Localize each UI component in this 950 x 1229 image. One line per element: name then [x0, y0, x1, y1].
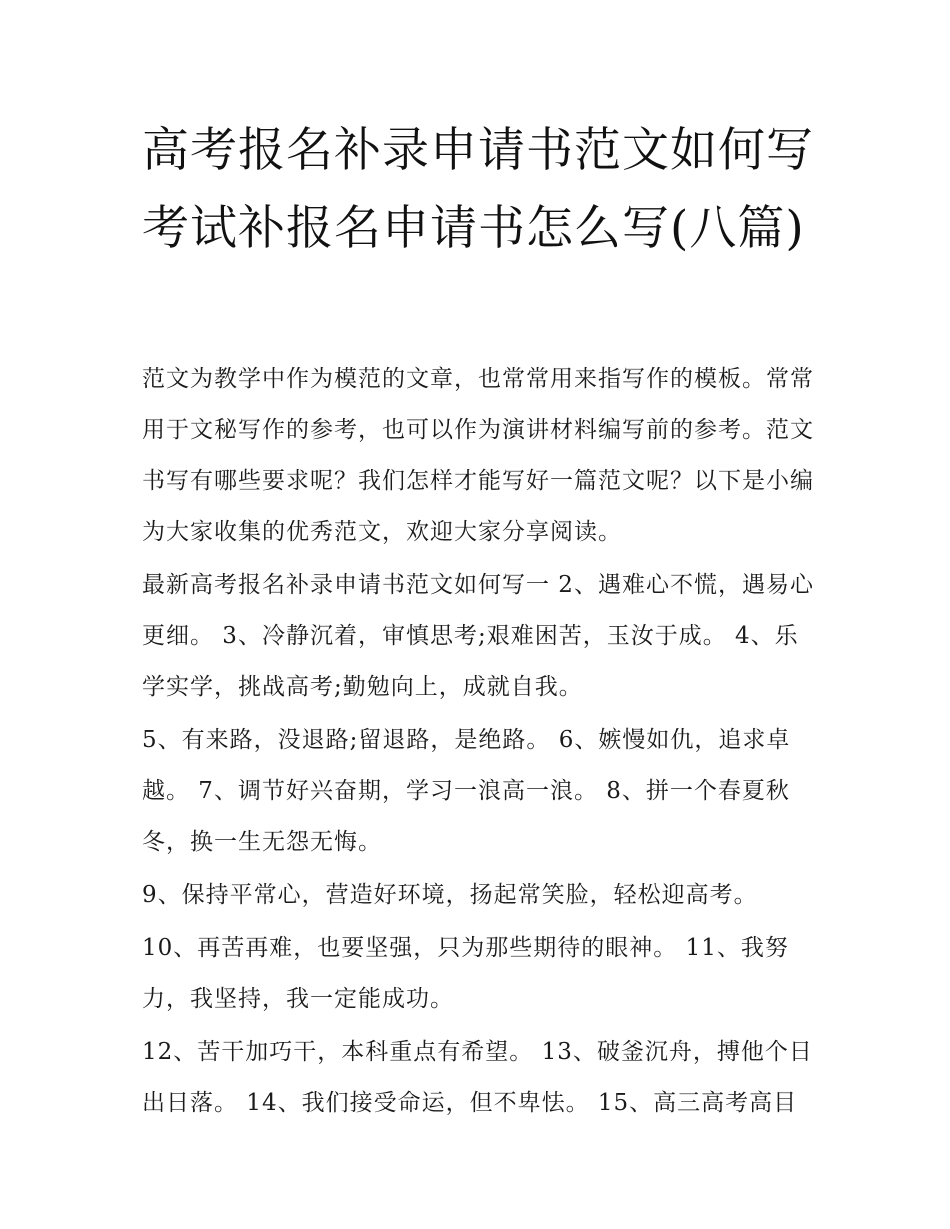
- paragraph-slogans-2-4: 最新高考报名补录申请书范文如何写一 2、遇难心不慌，遇易心更细。 3、冷静沉着，审慎思考;艰难困苦，玉汝于成。 4、乐学实学，挑战高考;勤勉向上，成就自我。: [142, 572, 814, 700]
- paragraph-slogans-10-11: 10、再苦再难，也要坚强，只为那些期待的眼神。 11、我努力，我坚持，我一定能成功。: [142, 935, 789, 1012]
- paragraph-slogans-5-8: 5、有来路，没退路;留退路，是绝路。 6、嫉慢如仇，追求卓越。 7、调节好兴奋期，学习一浪高一浪。 8、拼一个春夏秋冬，换一生无怨无悔。: [142, 727, 791, 855]
- paragraph-intro: 范文为教学中作为模范的文章，也常常用来指写作的模板。常常用于文秘写作的参考，也可以作为演讲材料编写前的参考。范文书写有哪些要求呢？我们怎样才能写好一篇范文呢？以下是小编为大家收集的优秀范文，欢迎大家分享阅读。: [142, 366, 814, 545]
- paragraph-slogan-9: 9、保持平常心，营造好环境，扬起常笑脸，轻松迎高考。: [142, 882, 758, 908]
- document-body: [142, 354, 814, 1131]
- document-title: 高考报名补录申请书范文如何写 考试补报名申请书怎么写(八篇): [142, 123, 814, 256]
- paragraph-slogans-12-15: 12、苦干加巧干，本科重点有希望。 13、破釜沉舟，搏他个日出日落。 14、我们接受命运，但不卑怯。 15、高三高考高目: [142, 1039, 813, 1116]
